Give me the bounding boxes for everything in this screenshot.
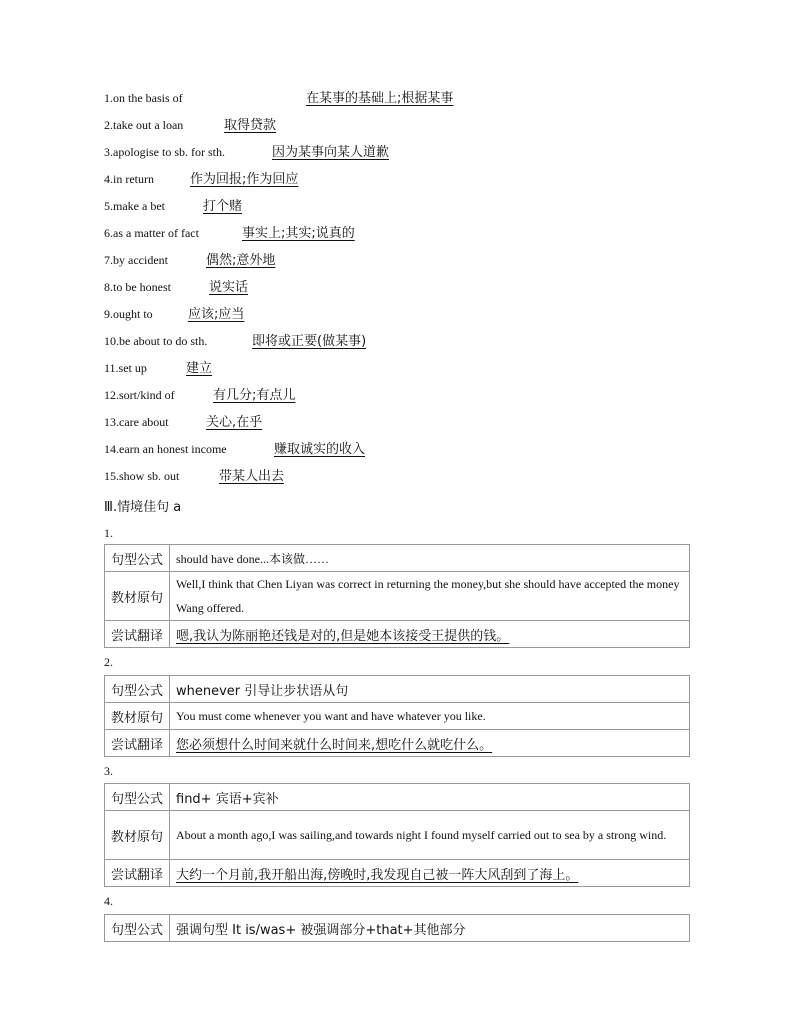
- vocab-phrase: 2.take out a loan: [104, 118, 184, 132]
- vocab-meaning: 即将或正要(做某事): [252, 334, 367, 349]
- source-sentence: You must come whenever you want and have whatever you like.: [170, 703, 690, 730]
- pattern-label: 句型公式: [105, 915, 170, 942]
- section-heading: Ⅲ.情境佳句 a: [104, 500, 182, 515]
- vocab-item: [104, 468, 284, 485]
- vocab-phrase: 6.as a matter of fact: [104, 226, 199, 240]
- pattern-table: [104, 783, 690, 887]
- translate-label: 尝试翻译: [105, 730, 170, 757]
- vocab-phrase: 7.by accident: [104, 253, 168, 267]
- vocab-meaning: 应该;应当: [188, 307, 245, 322]
- source-label: 教材原句: [105, 703, 170, 730]
- vocab-phrase: 11.set up: [104, 361, 147, 375]
- translation-text: 大约一个月前,我开船出海,傍晚时,我发现自己被一阵大风刮到了海上。: [176, 867, 579, 883]
- source-label: 教材原句: [105, 811, 170, 860]
- translate-label: 尝试翻译: [105, 621, 170, 648]
- pattern-table: [104, 544, 690, 648]
- vocab-meaning: 取得贷款: [224, 118, 277, 133]
- vocab-meaning: 偶然;意外地: [206, 253, 276, 268]
- vocab-meaning: 关心,在乎: [206, 415, 263, 430]
- pattern-label: 句型公式: [105, 784, 170, 811]
- vocab-meaning: 赚取诚实的收入: [274, 442, 366, 457]
- pattern-label: 句型公式: [105, 676, 170, 703]
- vocab-phrase: 9.ought to: [104, 307, 153, 321]
- vocab-item: [104, 117, 276, 134]
- translation-text: 您必须想什么时间来就什么时间来,想吃什么就吃什么。: [176, 737, 493, 753]
- vocab-phrase: 1.on the basis of: [104, 91, 183, 105]
- vocab-item: [104, 333, 366, 350]
- vocab-phrase: 13.care about: [104, 415, 169, 429]
- translation-text: 嗯,我认为陈丽艳还钱是对的,但是她本该接受王提供的钱。: [176, 628, 510, 644]
- vocab-item: [104, 225, 355, 242]
- vocab-meaning: 事实上;其实;说真的: [242, 226, 355, 241]
- vocab-item: [104, 441, 365, 458]
- vocab-item: [104, 306, 244, 323]
- pattern-table: [104, 914, 690, 942]
- pattern-value: should have done...本该做……: [170, 545, 690, 572]
- vocab-meaning: 因为某事向某人道歉: [272, 145, 390, 160]
- vocab-meaning: 在某事的基础上;根据某事: [306, 91, 454, 106]
- pattern-value: whenever 引导让步状语从句: [170, 676, 690, 703]
- vocab-item: [104, 90, 453, 107]
- vocab-item: [104, 360, 212, 377]
- pattern-label: 句型公式: [105, 545, 170, 572]
- vocab-item: [104, 171, 298, 188]
- vocab-item: [104, 279, 248, 296]
- source-label: 教材原句: [105, 572, 170, 621]
- vocab-phrase: 10.be about to do sth.: [104, 334, 208, 348]
- vocab-meaning: 打个赌: [203, 199, 243, 214]
- vocab-meaning: 说实话: [209, 280, 249, 295]
- vocab-phrase: 8.to be honest: [104, 280, 171, 294]
- vocab-item: [104, 252, 275, 269]
- translation: [170, 621, 690, 648]
- vocab-phrase: 14.earn an honest income: [104, 442, 227, 456]
- vocab-item: [104, 414, 262, 431]
- pattern-table: [104, 675, 690, 757]
- vocab-meaning: 带某人出去: [219, 469, 285, 484]
- vocab-phrase: 4.in return: [104, 172, 154, 186]
- vocab-meaning: 作为回报;作为回应: [190, 172, 299, 187]
- source-sentence: Well,I think that Chen Liyan was correct in returning the money,but she should have accepted the money Wang offered.: [170, 572, 690, 621]
- vocab-phrase: 15.show sb. out: [104, 469, 180, 483]
- item-number: 1.: [104, 526, 113, 540]
- item-number: 2.: [104, 655, 113, 669]
- translation: [170, 860, 690, 887]
- translate-label: 尝试翻译: [105, 860, 170, 887]
- pattern-value: find+ 宾语+宾补: [170, 784, 690, 811]
- vocab-phrase: 12.sort/kind of: [104, 388, 175, 402]
- vocab-item: [104, 144, 389, 161]
- translation: [170, 730, 690, 757]
- pattern-value: 强调句型 It is/was+ 被强调部分+that+其他部分: [170, 915, 690, 942]
- vocab-meaning: 建立: [186, 361, 213, 376]
- vocab-phrase: 5.make a bet: [104, 199, 165, 213]
- source-sentence: About a month ago,I was sailing,and towards night I found myself carried out to sea by a strong wind.: [170, 811, 690, 860]
- vocab-item: [104, 198, 242, 215]
- item-number: 4.: [104, 894, 113, 908]
- vocab-meaning: 有几分;有点儿: [213, 388, 296, 403]
- vocab-phrase: 3.apologise to sb. for sth.: [104, 145, 225, 159]
- item-number: 3.: [104, 764, 113, 778]
- vocab-item: [104, 387, 295, 404]
